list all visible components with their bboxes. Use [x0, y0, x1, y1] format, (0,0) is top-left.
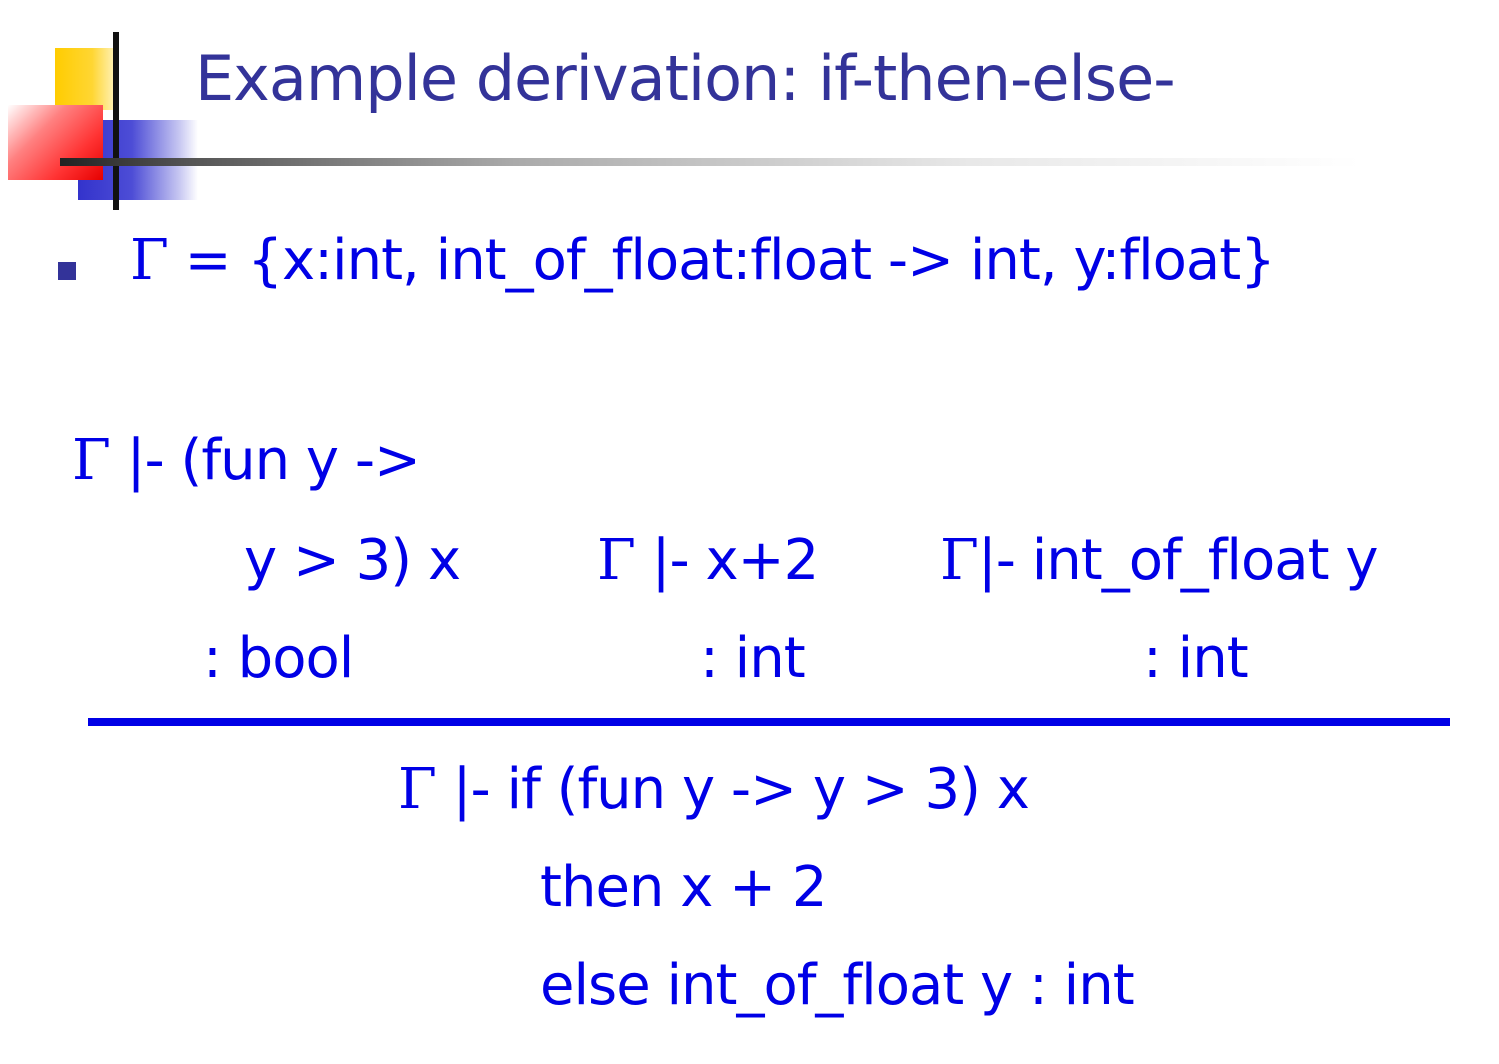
conclusion-line1-text: |- if (fun y -> y > 3) x [435, 757, 1029, 822]
gamma-symbol: Γ [130, 228, 168, 293]
vertical-bar [113, 32, 119, 210]
conclusion-line2: then x + 2 [540, 855, 827, 920]
conclusion-line3: else int_of_float y : int [540, 953, 1134, 1018]
premise-1-type: : bool [203, 626, 354, 691]
gamma-definition-text: = {x:int, int_of_float:float -> int, y:float} [167, 228, 1275, 293]
premise-3-line1-text: |- int_of_float y [977, 528, 1378, 593]
premise-1-line2: y > 3) x [244, 528, 461, 593]
premise-2-type: : int [700, 626, 805, 691]
gamma-symbol: Γ [597, 528, 635, 593]
premise-3-type: : int [1143, 626, 1248, 691]
red-square [8, 105, 103, 180]
gamma-symbol: Γ [940, 528, 978, 593]
slide-title: Example derivation: if-then-else- [195, 42, 1175, 115]
premise-2-line1 [597, 528, 818, 593]
yellow-square [55, 48, 117, 110]
premise-3-line1 [940, 528, 1377, 593]
conclusion-line1 [398, 757, 1029, 822]
gamma-symbol: Γ [72, 428, 110, 493]
premise-1-line1 [72, 428, 420, 493]
gamma-definition [130, 228, 1275, 293]
inference-line [88, 718, 1450, 726]
premise-2-line1-text: |- x+2 [634, 528, 819, 593]
premise-1-line1-text: |- (fun y -> [109, 428, 420, 493]
bullet-square [58, 262, 76, 280]
title-underline [60, 158, 1360, 166]
gamma-symbol: Γ [398, 757, 436, 822]
title-decoration [0, 0, 200, 210]
